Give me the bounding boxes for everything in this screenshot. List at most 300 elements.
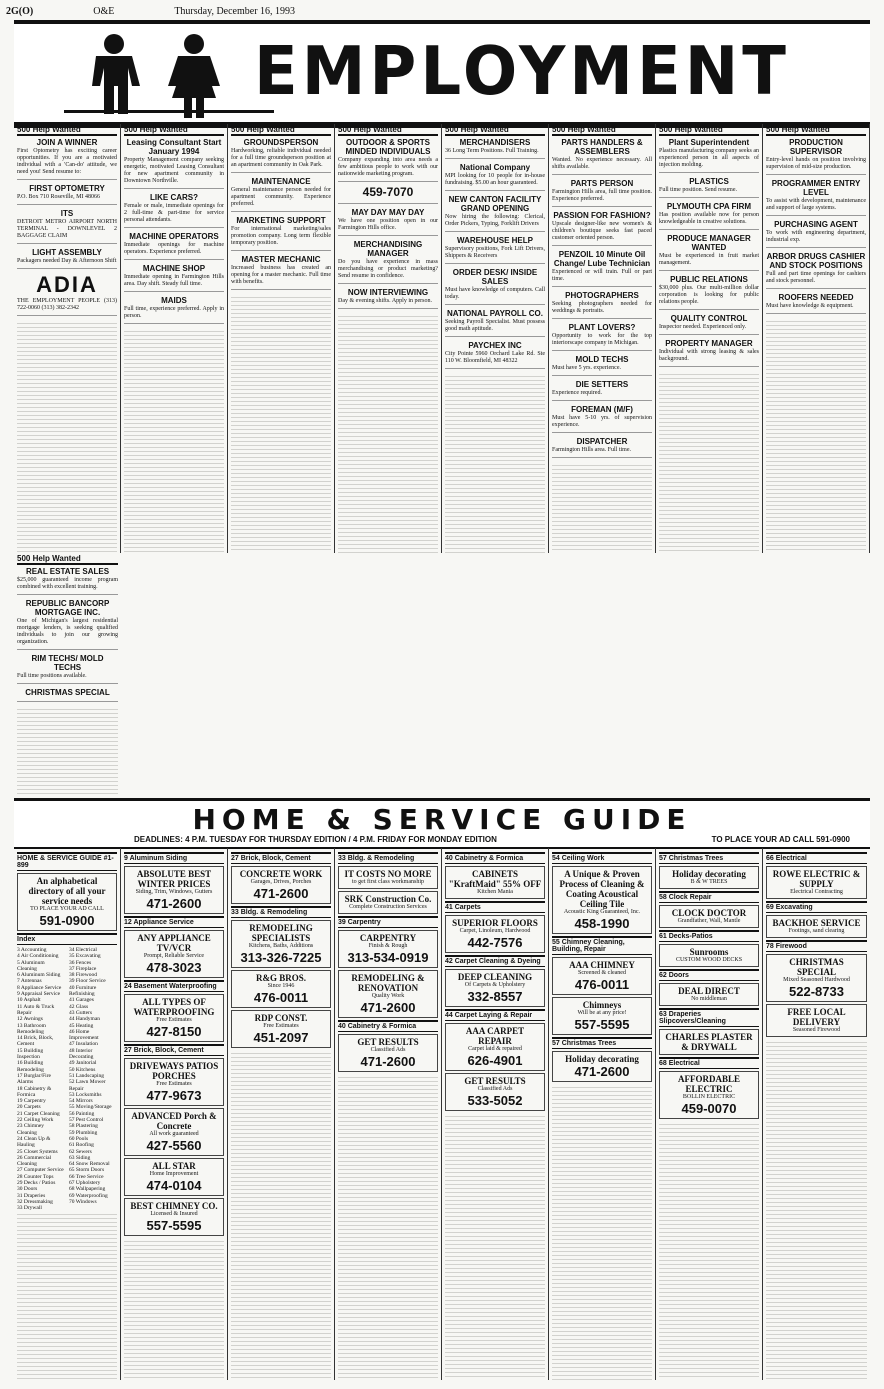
index-entry: 12 Awnings: [17, 1016, 43, 1023]
index-entry: 49 Janitorial: [69, 1060, 97, 1067]
guide-column: [549, 848, 656, 1380]
guide-ad-name: BACKHOE SERVICE: [772, 918, 861, 928]
index-entry: 56 Painting: [69, 1110, 95, 1117]
classified-ad: [552, 250, 652, 287]
guide-ad-line: Licensed & Insured: [150, 1211, 198, 1217]
ad-text: Farmington Hills area. Full time.: [552, 447, 631, 453]
ad-fine-print: [552, 462, 652, 553]
guide-ad-name: RDP CONST.: [254, 1013, 308, 1023]
column-heading: 500 Help Wanted: [231, 126, 331, 136]
guide-ad: [124, 930, 224, 978]
guide-ad-line: Siding, Trim, Windows, Gutters: [135, 889, 213, 895]
guide-category-heading: 55 Chimney Cleaning, Building, Repair: [552, 936, 652, 955]
ad-fine-print: [338, 313, 438, 553]
guide-ad: [766, 1004, 867, 1037]
ad-text: City Pointe 5960 Orchard Lake Rd. Ste 110 W. Bloomfield, MI 48322: [445, 351, 545, 364]
guide-ad-name: Chimneys: [582, 1000, 622, 1010]
classified-ad: [231, 216, 331, 251]
ad-text: Full time position. Send resume.: [659, 187, 737, 193]
guide-ad-line: Quality Work: [371, 993, 405, 999]
ad-text: P.O. Box 710 Roseville, MI 48066: [17, 194, 101, 200]
guide-category-heading: 39 Carpentry: [338, 916, 438, 928]
guide-ad-name: SRK Construction Co.: [344, 894, 432, 904]
classified-ad: [124, 296, 224, 324]
ad-text: $25,000 guaranteed income program combined with excellent training.: [17, 576, 118, 590]
guide-ad-phone: 451-2097: [253, 1030, 309, 1045]
ad-title: PROPERTY MANAGER: [665, 339, 753, 348]
guide-ad-phone: 313-534-0919: [347, 950, 429, 965]
index-entry: 40 Furniture Refinishing: [69, 984, 97, 998]
ad-title: PARTS PERSON: [570, 179, 634, 188]
guide-ad: [231, 920, 331, 968]
guide-column: [335, 848, 442, 1380]
index-entry: 9 Appraisal Service: [17, 991, 61, 998]
employment-masthead: [14, 20, 870, 128]
index-entry: 63 Siding: [69, 1154, 91, 1161]
guide-category-heading: 57 Christmas Trees: [552, 1037, 652, 1049]
ad-title: PARTS HANDLERS & ASSEMBLERS: [561, 138, 643, 156]
guide-ad-line: B & W TREES: [690, 879, 728, 885]
index-entry: 32 Dressmaking: [17, 1198, 53, 1205]
guide-ad-line: Carpet laid & repaired: [468, 1046, 522, 1052]
ad-title: MERCHANDISERS: [459, 138, 531, 147]
guide-ad-phone: 591-0900: [39, 913, 95, 928]
employment-column: [549, 124, 656, 553]
guide-ad-line: Of Carpets & Upholstery: [464, 982, 526, 988]
guide-column: [121, 848, 228, 1380]
guide-category-heading: 27 Brick, Block, Cement: [231, 852, 331, 864]
classified-ad: [124, 193, 224, 228]
guide-ad: [445, 866, 545, 899]
index-entry: 5 Aluminum Cleaning: [17, 959, 45, 972]
guide-category-heading: 33 Bldg. & Remodeling: [231, 906, 331, 918]
guide-ad-line: Free Estimates: [263, 1023, 299, 1029]
ad-text: Hardworking, reliable individual needed for a full time groundsperson position at an apartment community in Oak Park.: [231, 148, 331, 168]
index-entry: 47 Insulation: [69, 1041, 98, 1048]
ad-title: Leasing Consultant Start January 1994: [126, 138, 222, 156]
guide-category-heading: 41 Carpets: [445, 901, 545, 913]
guide-ad-line: Garages, Drives, Porches: [250, 879, 312, 885]
guide-ad-phone: 626-4901: [467, 1053, 523, 1068]
home-service-guide-banner: [14, 798, 870, 849]
ad-title: PHOTOGRAPHERS: [565, 291, 639, 300]
guide-ad-name: ALL STAR: [152, 1161, 196, 1171]
guide-category-heading: 44 Carpet Laying & Repair: [445, 1009, 545, 1021]
ad-text: Individual with strong leasing & sales background.: [659, 349, 759, 362]
guide-ad-line: Free Estimates: [156, 1081, 192, 1087]
ad-text: Full time positions available.: [17, 672, 87, 679]
ad-text: Entry-level hands on position involving supervision of mid-size production.: [766, 157, 866, 170]
guide-column: [763, 848, 870, 1380]
guide-ad: [124, 1058, 224, 1106]
guide-column: [228, 848, 335, 1380]
guide-ad-line: Free Estimates: [156, 1017, 192, 1023]
guide-ad-line: Classified Ads: [477, 1086, 513, 1092]
guide-ad: [338, 930, 438, 968]
guide-category-heading: Index: [17, 933, 117, 945]
classified-ad: [766, 220, 866, 248]
classified-ad: [552, 323, 652, 351]
ad-title: PROGRAMMER ENTRY LEVEL: [771, 179, 861, 197]
classified-ad: [552, 138, 652, 175]
ad-title: National Company: [459, 163, 531, 172]
index-entry: 14 Brick, Block, Cement: [17, 1035, 54, 1048]
index-entry: 66 Tree Service: [69, 1173, 104, 1180]
guide-ad-line: All work guaranteed: [149, 1131, 199, 1137]
index-entry: 35 Excavating: [69, 953, 101, 960]
classified-ad: [659, 202, 759, 230]
guide-ad-phone: 471-2600: [360, 1054, 416, 1069]
guide-ad-phone: 557-5595: [574, 1017, 630, 1032]
guide-ad-line: Complete Construction Services: [349, 904, 427, 910]
ad-text: Seeking photographers needed for weddings & portraits.: [552, 301, 652, 314]
guide-ad-name: CHARLES PLASTER & DRYWALL: [665, 1032, 753, 1052]
index-entry: 65 Storm Doors: [69, 1167, 105, 1174]
ad-title: NEW CANTON FACILITY GRAND OPENING: [448, 195, 542, 213]
employment-column: [656, 124, 763, 553]
ad-title: Plant Superintendent: [668, 138, 750, 147]
index-entry: 29 Decks / Patios: [17, 1179, 56, 1186]
index-entry: 39 Floor Service: [69, 978, 106, 985]
guide-ad-phone: 533-5052: [467, 1093, 523, 1108]
classified-ad: [766, 179, 866, 216]
ad-text: Farmington Hills area, full time position. Experience preferred.: [552, 189, 652, 202]
ad-title: 459-7070: [362, 185, 414, 199]
classified-ad: [766, 293, 866, 314]
guide-ad-name: AFFORDABLE ELECTRIC: [677, 1074, 740, 1094]
ad-text: Opportunity to work for the top interiorscape company in Michigan.: [552, 333, 652, 346]
guide-ad: [766, 866, 867, 899]
guide-ad: [231, 866, 331, 904]
classified-ad: [445, 163, 545, 191]
ad-text: To assist with development, maintenance and support of large systems.: [766, 198, 866, 211]
ad-title: ORDER DESK/ INSIDE SALES: [452, 268, 538, 286]
index-entry: 48 Interior Decorating: [69, 1047, 94, 1061]
guide-category-heading: 40 Cabinetry & Formica: [338, 1020, 438, 1032]
index-entry: 38 Firewood: [69, 972, 97, 979]
guide-ad-line: Mixed Seasoned Hardwood: [783, 977, 850, 983]
index-entry: 52 Lawn Mower Repair: [69, 1079, 106, 1092]
guide-ad-phone: 557-5595: [146, 1218, 202, 1233]
ad-title: DIE SETTERS: [575, 380, 629, 389]
guide-fine-print: [445, 1113, 545, 1380]
ad-text: Wanted. No experience necessary. All shifts available.: [552, 157, 652, 170]
index-entry: 27 Computer Service: [17, 1167, 64, 1174]
guide-ad-line: Kitchen Mania: [477, 889, 513, 895]
classified-ad: [659, 177, 759, 198]
section-title: EMPLOYMENT: [254, 33, 790, 111]
paper-name: O&E: [93, 6, 115, 17]
guide-ad-name: DEAL DIRECT: [678, 986, 740, 996]
guide-category-heading: 24 Basement Waterproofing: [124, 980, 224, 992]
ad-text: Female or male, immediate openings for 2 full-time & part-time for service personal attendants.: [124, 203, 224, 223]
employment-column: [121, 124, 228, 553]
issue-date: Thursday, December 16, 1993: [174, 6, 296, 17]
classified-ad: [552, 405, 652, 433]
guide-column: [656, 848, 763, 1380]
guide-fine-print: [659, 1121, 759, 1380]
ad-text: Must be experienced in fruit market management.: [659, 253, 759, 266]
guide-category-heading: 27 Brick, Block, Cement: [124, 1044, 224, 1056]
guide-ad: [445, 1023, 545, 1071]
classified-ad: [766, 252, 866, 289]
guide-fine-print: [17, 1211, 117, 1380]
guide-ad-name: CARPENTRY: [359, 933, 417, 943]
ad-text: Immediate opening in Farmington Hills area. Day shift. Steady full time.: [124, 274, 224, 287]
guide-ad-name: FREE LOCAL DELIVERY: [787, 1007, 846, 1027]
guide-ad-line: Seasoned Firewood: [792, 1027, 841, 1033]
employment-column: [14, 553, 121, 797]
guide-ad-line: BOLLIN ELECTRIC: [682, 1094, 736, 1100]
guide-ad: [659, 1071, 759, 1119]
ad-text: To work with engineering department, industrial exp.: [766, 230, 866, 243]
classified-ad: [338, 208, 438, 236]
guide-ad: [17, 873, 117, 931]
guide-category-heading: 63 Draperies Slipcovers/Cleaning: [659, 1008, 759, 1027]
ad-title: DISPATCHER: [576, 437, 628, 446]
ad-title: OUTDOOR & SPORTS MINDED INDIVIDUALS: [345, 138, 431, 156]
guide-ad-phone: 478-3023: [146, 960, 202, 975]
ad-text: $30,000 plus. Our multi-million dollar corporation is looking for public relations people.: [659, 285, 759, 305]
guide-ad-phone: 471-2600: [360, 1000, 416, 1015]
classified-ad: [659, 234, 759, 271]
guide-ad-name: An alphabetical directory of all your service needs: [28, 876, 106, 906]
guide-ad-line: Grandfather, Wall, Mantle: [677, 918, 741, 924]
guide-ad-line: TO PLACE YOUR AD CALL: [30, 906, 104, 912]
people-silhouettes-icon: [54, 30, 284, 118]
guide-ad-phone: 332-8557: [467, 989, 523, 1004]
guide-ad-line: No middleman: [691, 996, 727, 1002]
ad-title: LIGHT ASSEMBLY: [32, 248, 102, 257]
index-entry: 22 Ceiling Work: [17, 1117, 54, 1124]
guide-ad-line: Kitchens, Baths, Additions: [248, 943, 314, 949]
guide-ad-phone: 471-2600: [146, 896, 202, 911]
ad-title: MOLD TECHS: [575, 355, 629, 364]
guide-ad: [552, 1051, 652, 1082]
ad-text: Immediate openings for machine operators. Experience preferred.: [124, 242, 224, 255]
ad-text: Upscale designer-like new women's & children's boutique seeks fast paced customer oriented person.: [552, 221, 652, 241]
guide-category-heading: 61 Decks-Patios: [659, 930, 759, 942]
column-heading: 500 Help Wanted: [17, 126, 117, 136]
ad-text: 36 Long Term Positions. Full Training.: [445, 148, 539, 154]
column-heading: 500 Help Wanted: [445, 126, 545, 136]
guide-ad: [231, 970, 331, 1008]
index-entry: 54 Mirrors: [69, 1098, 93, 1105]
ad-title: MAINTENANCE: [251, 177, 311, 186]
ad-fine-print: [231, 294, 331, 553]
ad-text: Full time, experience preferred. Apply in person.: [124, 306, 224, 319]
guide-ad-line: Screened & cleaned: [578, 970, 626, 976]
index-entry: 45 Heating: [69, 1022, 94, 1029]
index-entry: 58 Plastering: [69, 1123, 98, 1130]
classified-ad: [124, 232, 224, 260]
classified-ad: [552, 437, 652, 458]
guide-category-heading: 54 Ceiling Work: [552, 852, 652, 864]
guide-category-heading: 58 Clock Repair: [659, 891, 759, 903]
classified-ad: [445, 268, 545, 305]
guide-ad: [552, 997, 652, 1035]
guide-column: [14, 848, 121, 1380]
ad-title: FIRST OPTOMETRY: [29, 184, 105, 193]
index-entry: 43 Gutters: [69, 1009, 93, 1016]
ad-title: PENZOIL 10 Minute Oil Change/ Lube Technician: [553, 250, 651, 268]
ad-title: ROOFERS NEEDED: [778, 293, 854, 302]
guide-ad: [552, 957, 652, 995]
ad-text: Plastics manufacturing company seeks an experienced person in all aspects of injection molding.: [659, 148, 759, 168]
classified-ad: [124, 264, 224, 292]
employment-column: [763, 124, 870, 553]
ad-title: ITS: [60, 209, 74, 218]
guide-fine-print: [124, 1238, 224, 1380]
ad-text: Must have 5-10 yrs. of supervision experience.: [552, 415, 652, 428]
guide-ad-name: AAA CHIMNEY: [569, 960, 635, 970]
guide-fine-print: [231, 1050, 331, 1380]
guide-ad-name: REMODELING & RENOVATION: [351, 973, 425, 993]
index-entry: 68 Wallpapering: [69, 1186, 106, 1193]
employment-columns: [14, 122, 870, 796]
column-heading: 500 Help Wanted: [338, 126, 438, 136]
guide-ad: [124, 994, 224, 1042]
classified-ad: [552, 211, 652, 246]
ad-text: Seeking Payroll Specialist. Must possess good math aptitude.: [445, 319, 545, 332]
ad-text: Company expanding into area needs a few ambitious people to work with our nationwide marketing program.: [338, 157, 438, 177]
guide-ad: [124, 1108, 224, 1156]
guide-ad: [338, 970, 438, 1018]
guide-ad-name: ABSOLUTE BEST WINTER PRICES: [136, 869, 212, 889]
guide-category-heading: 9 Aluminum Siding: [124, 852, 224, 864]
ad-text: Must have 5 yrs. experience.: [552, 365, 621, 371]
classified-ad: [766, 138, 866, 175]
ad-text: General maintenance person needed for apartment community. Experience preferred.: [231, 187, 331, 207]
guide-ad-phone: 476-0011: [253, 990, 309, 1005]
ad-text: Packagers needed Day & Afternoon Shift: [17, 258, 117, 264]
index-entry: 19 Carpentry: [17, 1098, 46, 1105]
ad-title: JOIN A WINNER: [36, 138, 98, 147]
ad-fine-print: [17, 706, 118, 797]
index-entry: 61 Roofing: [69, 1142, 94, 1149]
guide-ad-name: ADVANCED Porch & Concrete: [131, 1111, 217, 1131]
index-entry: 21 Carpet Cleaning: [17, 1110, 60, 1117]
classified-ad: [124, 138, 224, 189]
classified-ad: [552, 291, 652, 319]
index-entry: 59 Plumbing: [69, 1129, 98, 1136]
ad-fine-print: [766, 318, 866, 553]
index-entry: 26 Commercial Cleaning: [17, 1154, 52, 1168]
guide-ad-line: Prompt, Reliable Service: [143, 953, 205, 959]
classified-ad: [231, 255, 331, 290]
guide-ad: [659, 944, 759, 967]
index-entry: 34 Electrical: [69, 947, 97, 953]
guide-category-heading: 68 Electrical: [659, 1057, 759, 1069]
classified-ad: [231, 138, 331, 173]
ad-text: Now hiring the following: Clerical, Order Pickers, Typing, Forklift Drivers: [445, 214, 545, 227]
guide-category-heading: 33 Bldg. & Remodeling: [338, 852, 438, 864]
ad-text: Experience required.: [552, 390, 602, 396]
classified-ad: [659, 339, 759, 367]
guide-ad-name: GET RESULTS: [357, 1037, 419, 1047]
ad-text: First Optometry has exciting career opportunities. If you are a motivated individual with a 'Can-do' attitude, we need you! Send resume to:: [17, 148, 117, 175]
guide-ad-phone: 522-8733: [789, 984, 844, 999]
page-header: [6, 6, 878, 20]
guide-ad: [338, 891, 438, 914]
ad-text: Supervisory positions, Fork Lift Drivers, Shippers & Receivers: [445, 246, 545, 259]
ad-title: NOW INTERVIEWING: [347, 288, 429, 297]
index-entry: 62 Sewers: [69, 1148, 92, 1155]
ad-fine-print: [659, 371, 759, 553]
guide-ad-name: CABINETS "KraftMaid" 55% OFF: [448, 869, 542, 889]
guide-ad: [552, 866, 652, 934]
guide-ad-phone: 477-9673: [146, 1088, 202, 1103]
index-entry: 31 Draperies: [17, 1192, 46, 1199]
guide-ad-phone: 474-0104: [146, 1178, 202, 1193]
ad-fine-print: [124, 328, 224, 553]
classified-ad: [552, 355, 652, 376]
classified-ad: [552, 380, 652, 401]
guide-ad-name: AAA CARPET REPAIR: [465, 1026, 525, 1046]
index-entry: 4 Air Conditioning: [17, 953, 59, 960]
guide-title: HOME & SERVICE GUIDE: [192, 803, 692, 836]
classified-ad: [17, 138, 117, 180]
column-heading: 500 Help Wanted: [17, 555, 118, 565]
ad-title: PRODUCE MANAGER WANTED: [667, 234, 751, 252]
index-entry: 42 Glass: [69, 1003, 89, 1010]
ad-title: PLYMOUTH CPA FIRM: [666, 202, 752, 211]
guide-ad-phone: 427-8150: [146, 1024, 202, 1039]
guide-ad-name: CLOCK DOCTOR: [671, 908, 747, 918]
guide-category-heading: 12 Appliance Service: [124, 916, 224, 928]
index-entry: 17 Burglar/Fire Alarms: [17, 1072, 51, 1086]
index-entry: 15 Building Inspection: [17, 1047, 44, 1061]
index-entry: 30 Doors: [17, 1186, 38, 1193]
ad-text: Experienced or will train. Full or part time.: [552, 269, 652, 282]
guide-ad: [445, 1073, 545, 1111]
ad-text: Must have knowledge & equipment.: [766, 303, 854, 309]
ad-title: PAYCHEX INC: [468, 341, 522, 350]
employment-column: [335, 124, 442, 553]
index-entry: 13 Bathroom Remodeling: [17, 1022, 46, 1035]
ad-text: Must have knowledge of computers. Call today.: [445, 287, 545, 300]
guide-ad-phone: 471-2600: [574, 1064, 630, 1079]
classified-ad: [17, 599, 118, 650]
guide-ad-name: REMODELING SPECIALISTS: [249, 923, 313, 943]
guide-ad: [445, 969, 545, 1007]
ad-text: Inspector needed. Experienced only.: [659, 324, 747, 330]
classified-ad: [659, 314, 759, 335]
classified-ad: [338, 240, 438, 284]
guide-ad-name: GET RESULTS: [464, 1076, 526, 1086]
index-entry: 36 Fences: [69, 959, 92, 966]
guide-ad-phone: 459-0070: [681, 1101, 737, 1116]
column-heading: 500 Help Wanted: [766, 126, 866, 136]
guide-ad-name: CONCRETE WORK: [239, 869, 323, 879]
classified-ad: [445, 138, 545, 159]
index-entry: 70 Windows: [69, 1198, 97, 1205]
guide-ad: [445, 915, 545, 953]
index-entry: 33 Drywall: [17, 1205, 42, 1212]
classified-ad: [338, 138, 438, 182]
index-entry: 28 Counter Tops: [17, 1173, 54, 1180]
guide-category-heading: 78 Firewood: [766, 940, 867, 952]
index-entry: 37 Fireplace: [69, 965, 97, 972]
guide-ad: [124, 1198, 224, 1236]
classified-ad: [659, 275, 759, 310]
guide-ad-line: Footings, sand clearing: [788, 928, 845, 934]
ad-text: Has position available now for person knowledgeable in creative solutions.: [659, 212, 759, 225]
index-entry: 44 Handyman: [69, 1016, 101, 1023]
guide-ad-name: ALL TYPES OF WATERPROOFING: [133, 997, 215, 1017]
guide-ad-name: IT COSTS NO MORE: [344, 869, 432, 879]
guide-ad-line: Carpet, Linoleum, Hardwood: [459, 928, 531, 934]
